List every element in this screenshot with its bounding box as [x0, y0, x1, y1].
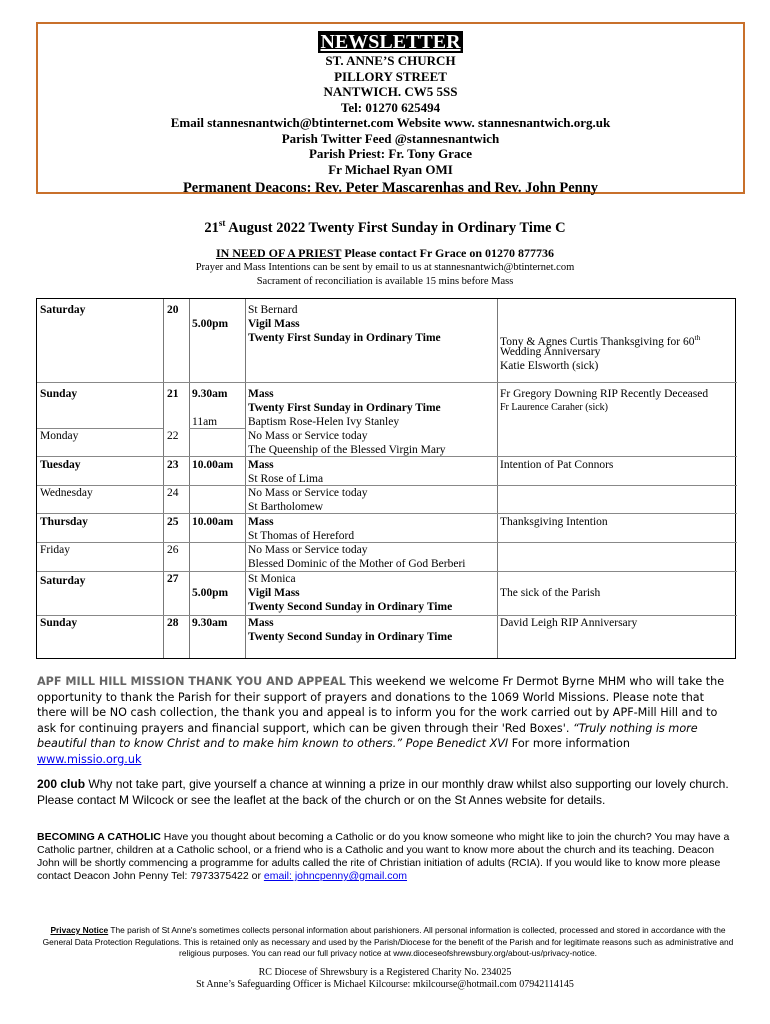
apf-label: APF MILL HILL MISSION THANK YOU AND APPEAL [37, 675, 346, 688]
schedule-day: Tuesday [40, 459, 81, 471]
mass-intention: Katie Elsworth (sick) [500, 360, 599, 372]
schedule-day: Saturday [40, 304, 86, 316]
schedule-date: 22 [167, 430, 179, 442]
schedule-date: 25 [167, 516, 179, 528]
church-tel: Tel: 01270 625494 [340, 99, 441, 115]
schedule-time: 10.00am [192, 516, 234, 528]
schedule-feast: St Monica [248, 573, 296, 585]
schedule-day: Saturday [40, 575, 86, 587]
deacon-email-link[interactable]: email: johncpenny@gmail.com [263, 870, 408, 882]
schedule-date: 21 [167, 388, 179, 400]
schedule-time: 9.30am [192, 617, 228, 629]
reconciliation-line: Sacrament of reconciliation is available 15 mins before Mass [256, 276, 514, 287]
mass-intention: Wedding Anniversary [500, 346, 601, 358]
schedule-feast: St Bartholomew [248, 501, 324, 513]
schedule-occasion: Twenty First Sunday in Ordinary Time [248, 332, 441, 344]
newsletter-header [36, 22, 745, 194]
sunday-date-heading: 21st August 2022 Twenty First Sunday in Ordinary Time C [204, 218, 566, 236]
schedule-date: 23 [167, 459, 179, 471]
intentions-line: Prayer and Mass Intentions can be sent by email to us at stannesnantwich@btinternet.com [195, 262, 575, 273]
schedule-service: No Mass or Service today [248, 430, 368, 442]
schedule-time: 10.00am [192, 459, 234, 471]
schedule-feast: St Rose of Lima [248, 473, 324, 485]
mass-intention: Fr Gregory Downing RIP Recently Deceased [500, 388, 709, 400]
schedule-time: 11am [192, 416, 218, 428]
schedule-date: 26 [167, 544, 179, 556]
schedule-feast: St Bernard [248, 304, 298, 316]
schedule-service: Mass [248, 459, 274, 471]
permanent-deacons: Permanent Deacons: Rev. Peter Mascarenhas and Rev. John Penny [182, 180, 599, 196]
church-email-website: Email stannesnantwich@btinternet.com Website www. stannesnantwich.org.uk [170, 115, 611, 130]
schedule-day: Friday [40, 544, 71, 556]
schedule-day: Thursday [40, 516, 88, 528]
safeguarding-officer: St Anne’s Safeguarding Officer is Michael Kilcourse: mkilcourse@hotmail.com 07942114145 [196, 979, 574, 990]
schedule-time: 5.00pm [192, 587, 229, 599]
privacy-label: Privacy Notice [50, 925, 109, 935]
schedule-occasion: Twenty First Sunday in Ordinary Time [248, 402, 441, 414]
schedule-feast: The Queenship of the Blessed Virgin Mary [248, 444, 446, 456]
mass-schedule-table [36, 298, 736, 659]
schedule-service: No Mass or Service today [248, 544, 368, 556]
assistant-priest: Fr Michael Ryan OMI [328, 161, 453, 177]
schedule-occasion: Twenty Second Sunday in Ordinary Time [248, 601, 453, 613]
schedule-day: Sunday [40, 617, 78, 629]
mass-intention: The sick of the Parish [500, 587, 601, 599]
missio-link[interactable]: www.missio.org.uk [37, 752, 142, 766]
club-200-paragraph: 200 club Why not take part, give yourself a chance at winning a prize in our monthly draw whilst also supporting our lovely church. Please contact M Wilcock or see the leaflet at the back of the church or on the St Annes website for details. [37, 777, 729, 807]
schedule-service: Vigil Mass [248, 587, 300, 599]
church-name: ST. ANNE’S CHURCH [325, 53, 456, 68]
schedule-note: Baptism Rose-Helen Ivy Stanley [248, 416, 400, 428]
benedict-quote: “Truly nothing is more beautiful than to know Christ and to make him known to others.” Pope Benedict XVI [37, 721, 698, 750]
schedule-date: 27 [167, 573, 179, 585]
mass-intention: Fr Laurence Caraher (sick) [500, 402, 608, 413]
schedule-day: Wednesday [40, 487, 93, 499]
church-street: PILLORY STREET [334, 68, 447, 84]
schedule-feast: Blessed Dominic of the Mother of God Berberi [248, 558, 466, 570]
twitter-feed: Parish Twitter Feed @stannesnantwich [281, 130, 500, 146]
schedule-date: 20 [167, 304, 179, 316]
becoming-catholic-paragraph: BECOMING A CATHOLIC Have you thought about becoming a Catholic or do you know someone who might like to join the church? You may have a Catholic partner, children at a Catholic school, or a friend who is a Catholic and you want to know more about the church and its teaching. Deacon John will be shortly commencing a programme for adults called the rite of Christian initiation of adults (RCIA). If you would like to know more please contact Deacon John Penny Tel: 7973375422 or email: johncpenny@gmail.com [37, 831, 730, 882]
schedule-time: 9.30am [192, 388, 228, 400]
parish-priest: Parish Priest: Fr. Tony Grace [308, 146, 473, 161]
schedule-service: No Mass or Service today [248, 487, 368, 499]
mass-intention: David Leigh RIP Anniversary [500, 617, 638, 629]
church-town: NANTWICH. CW5 5SS [323, 84, 458, 99]
mass-intention: Thanksgiving Intention [500, 516, 608, 528]
schedule-day: Monday [40, 430, 79, 442]
schedule-day: Sunday [40, 388, 78, 400]
schedule-service: Vigil Mass [248, 318, 300, 330]
charity-number: RC Diocese of Shrewsbury is a Registered Charity No. 234025 [258, 967, 512, 978]
mass-intention: Intention of Pat Connors [500, 459, 614, 471]
schedule-date: 28 [167, 617, 179, 629]
schedule-service: Mass [248, 388, 274, 400]
priest-contact-line: IN NEED OF A PRIEST Please contact Fr Grace on 01270 877736 [215, 246, 555, 260]
schedule-service: Mass [248, 516, 274, 528]
schedule-time: 5.00pm [192, 318, 229, 330]
schedule-feast: St Thomas of Hereford [248, 530, 355, 542]
club-label: 200 club [37, 777, 86, 791]
schedule-date: 24 [167, 487, 179, 499]
apf-appeal-paragraph: APF MILL HILL MISSION THANK YOU AND APPEAL This weekend we welcome Fr Dermot Byrne MHM who will take the opportunity to thank the Parish for their support of prayers and donations to the 1069 World Missions. Please note that there will be NO cash collection, the thank you and appeal is to inform you for the work carried out by APF-Mill Hill and to ask for continuing prayers and financial support, which can be given through their 'Red Boxes'. “Truly nothing is more beautiful than to know Christ and to make him known to others.” Pope Benedict XVI For more information www.missio.org.uk [37, 675, 725, 766]
newsletter-title: NEWSLETTER [320, 31, 461, 53]
privacy-notice: Privacy Notice The parish of St Anne's sometimes collects personal information about parishioners. All personal information is collected, processed and stored in accordance with the General Data Protection Regulations. This is retained only as necessary and used by the Parish/Diocese for the benefit of the Parish and for legitimate reasons such as administrative and religious purposes. You can read our full privacy notice at www.dioceseofshrewsbury.org/about-us/privacy-notice. [42, 925, 734, 958]
catholic-label: BECOMING A CATHOLIC [37, 831, 161, 843]
schedule-service: Mass [248, 617, 274, 629]
mass-intention: Tony & Agnes Curtis Thanksgiving for 60th [500, 333, 701, 348]
schedule-occasion: Twenty Second Sunday in Ordinary Time [248, 631, 453, 643]
